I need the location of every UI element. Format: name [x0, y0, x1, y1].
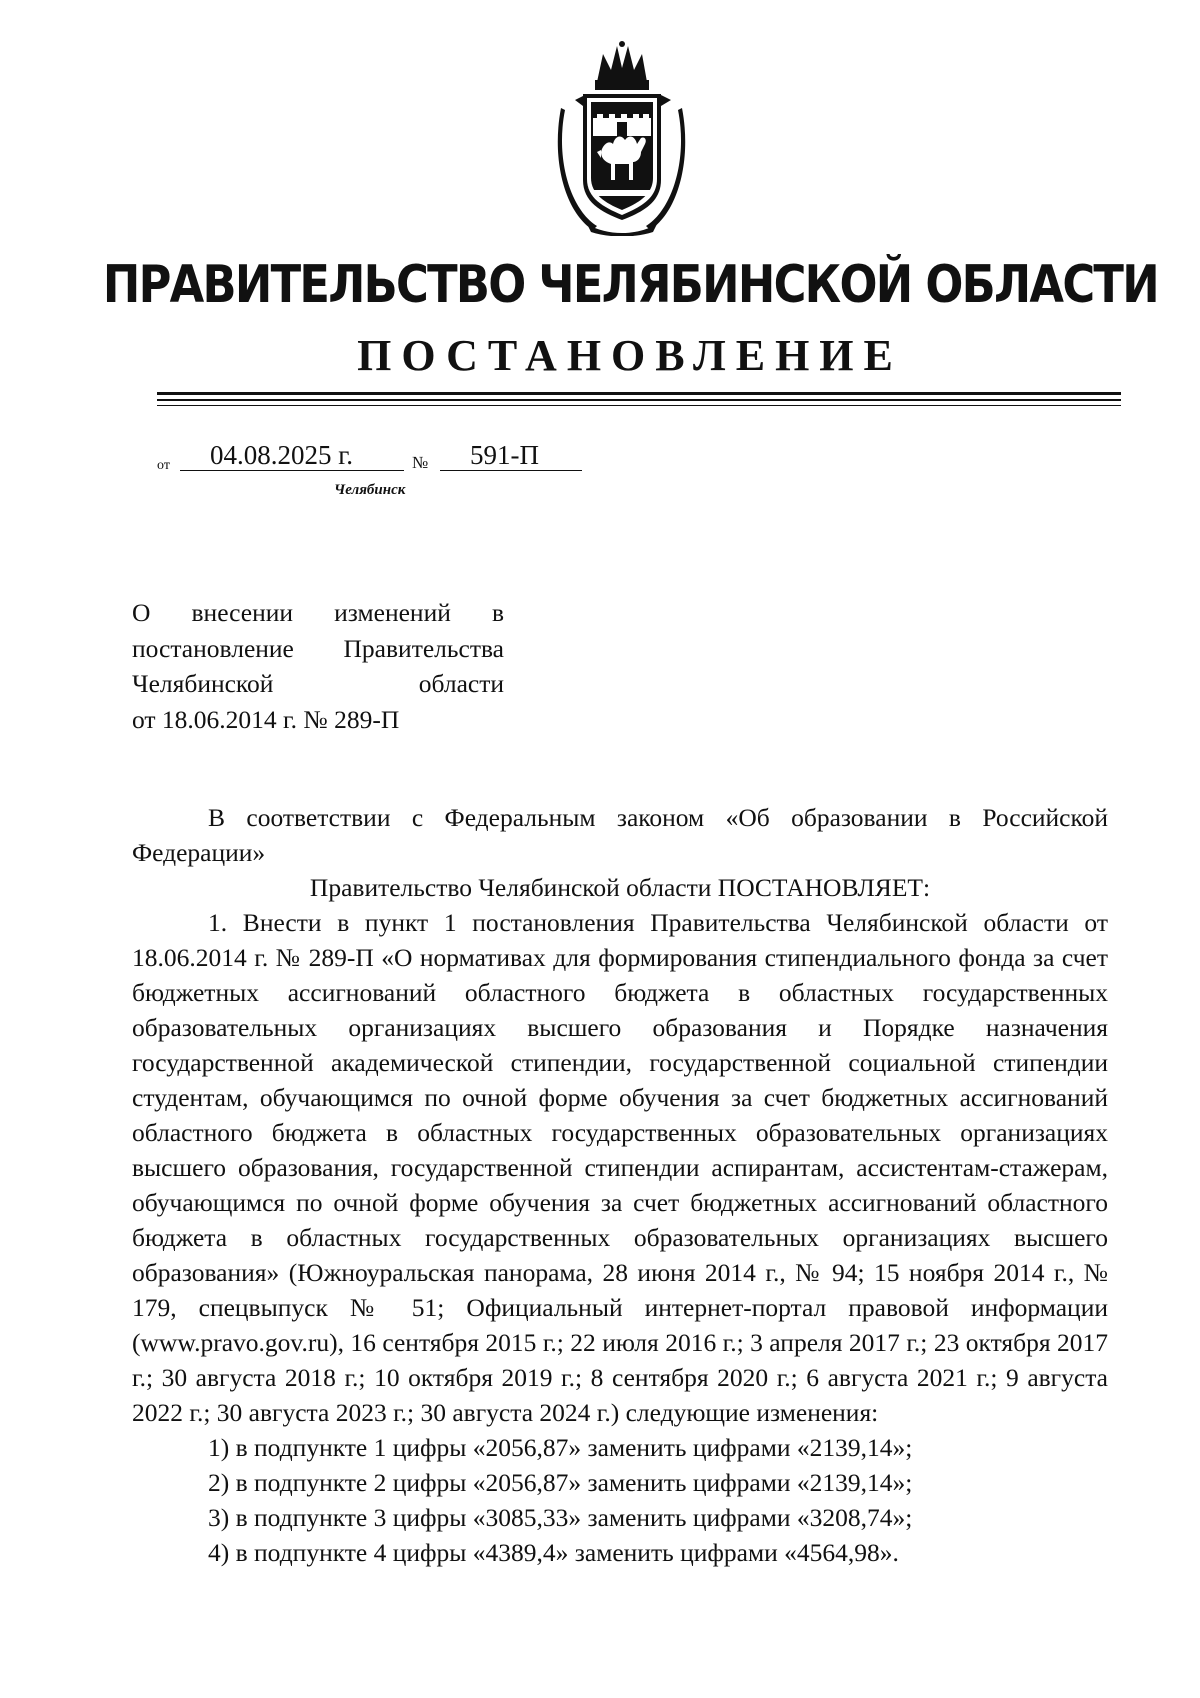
amendment-item: 2) в подпункте 2 цифры «2056,87» заменить цифрами «2139,14»;: [208, 1468, 913, 1497]
number-label: №: [412, 453, 429, 472]
organization-title: [102, 250, 1158, 320]
subject-line: постановление Правительства: [132, 633, 504, 663]
amendment-item: 4) в подпункте 4 цифры «4389,4» заменить цифрами «4564,98».: [208, 1538, 899, 1567]
document-number: 591-П: [470, 440, 539, 470]
document-date: 04.08.2025 г.: [210, 440, 354, 470]
from-label: от: [157, 458, 170, 473]
amendment-item: 1) в подпункте 1 цифры «2056,87» заменить цифрами «2139,14»;: [208, 1433, 913, 1462]
subject-line: Челябинской области: [132, 669, 504, 698]
number-underline: [440, 470, 582, 471]
preamble-paragraph: В соответствии с Федеральным законом «Об образовании в Российской Федерации»: [132, 803, 1108, 867]
header-divider-middle: [157, 399, 1121, 401]
header-divider-thick: [157, 392, 1121, 395]
document-subject: [132, 595, 504, 737]
header-divider-thin: [157, 405, 1121, 406]
document-type: ПОСТАНОВЛЕНИЕ: [357, 331, 903, 380]
subject-line: от 18.06.2014 г. № 289-П: [132, 704, 400, 734]
date-underline: [180, 470, 404, 471]
chelyabinsk-coat-of-arms-icon: [557, 40, 686, 236]
amendment-item: 3) в подпункте 3 цифры «3085,33» заменить цифрами «3208,74»;: [208, 1503, 913, 1532]
subject-line: О внесении изменений в: [132, 598, 504, 627]
document-body: [132, 800, 1108, 1570]
organization-name: ПРАВИТЕЛЬСТВО ЧЕЛЯБИНСКОЙ ОБЛАСТИ: [102, 255, 1158, 315]
document-city: Челябинск: [334, 482, 406, 498]
resolves-line: Правительство Челябинской области ПОСТАНОВЛЯЕТ:: [309, 873, 931, 902]
clause-1-paragraph: 1. Внести в пункт 1 постановления Правительства Челябинской области от 18.06.2014 г. № 289-П «О нормативах для формирования стипендиального фонда за счет бюджетных ассигнований областного бюджета в областных государственных образовательных организациях высшего образования и Порядке назначения государственной академической стипендии, государственной социальной стипендии студентам, обучающимся по очной форме обучения за счет бюджетных ассигнований областного бюджета в областных государственных образовательных организациях высшего образования, государственной стипендии аспирантам, ассистентам-стажерам, обучающимся по очной форме обучения за счет бюджетных ассигнований областного бюджета в областных государственных образовательных организациях высшего образования» (Южноуральская панорама, 28 июня 2014 г., № 94; 15 ноября 2014 г., № 179, спецвыпуск № 51; Официальный интернет-портал правовой информации (www.pravo.gov.ru), 16 сентября 2015 г.; 22 июля 2016 г.; 3 апреля 2017 г.; 23 октября 2017 г.; 30 августа 2018 г.; 10 октября 2019 г.; 8 сентября 2020 г.; 6 августа 2021 г.; 9 августа 2022 г.; 30 августа 2023 г.; 30 августа 2024 г.) следующие изменения:: [132, 908, 1108, 1427]
